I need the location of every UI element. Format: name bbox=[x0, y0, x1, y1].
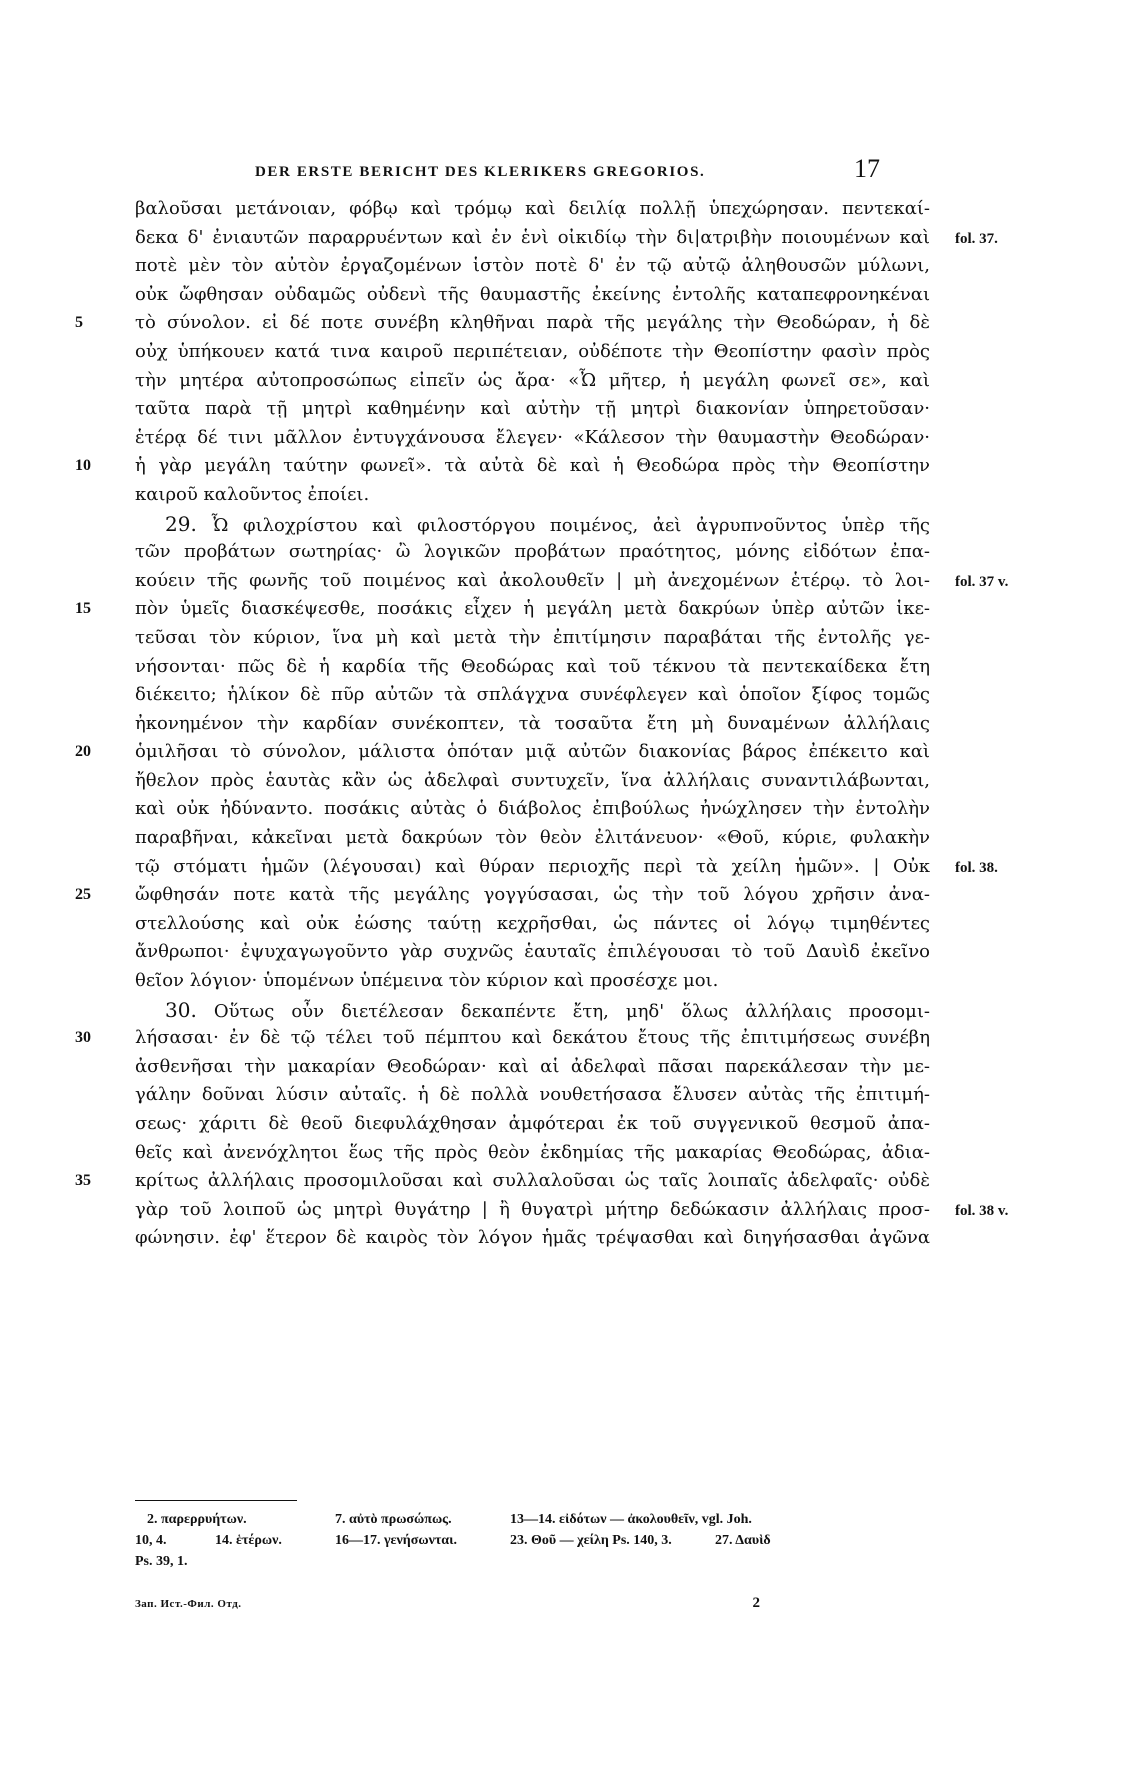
text-line bbox=[75, 910, 975, 939]
text-line bbox=[75, 1224, 975, 1253]
text-line bbox=[75, 681, 975, 710]
apparatus-note: 14. ἑτέρων. bbox=[215, 1533, 282, 1548]
apparatus-row bbox=[135, 1533, 895, 1554]
text-line bbox=[75, 710, 975, 739]
signature-number: 2 bbox=[752, 1595, 760, 1611]
line-text: ἀσθενῆσαι τὴν μακαρίαν Θεοδώραν· καὶ αἱ ἀδελφαὶ πᾶσαι παρεκάλεσαν τὴν με- bbox=[135, 1055, 930, 1077]
apparatus-note: 7. αὐτὸ πρωσώπως. bbox=[335, 1512, 452, 1527]
text-line bbox=[75, 538, 975, 567]
text-line bbox=[75, 1081, 975, 1110]
line-text: τῶν προβάτων σωτηρίας· ὢ λογικῶν προβάτων πραότητος, μόνης εἰδότων ἐπα- bbox=[135, 541, 930, 563]
line-text: παραβῆναι, κἀκεῖναι μετὰ δακρύων τὸν θεὸν ἐλιτάνευον· «Θοῦ, κύριε, φυλακὴν bbox=[135, 827, 930, 849]
line-text: ἠκονημένον τὴν καρδίαν συνέκοπτεν, τὰ τοσαῦτα ἔτη μὴ δυναμένων ἀλλήλαις bbox=[135, 712, 930, 734]
text-line bbox=[75, 481, 975, 510]
footnote-rule bbox=[135, 1500, 297, 1501]
apparatus-note: Ps. 39, 1. bbox=[135, 1554, 188, 1569]
text-line bbox=[75, 967, 975, 996]
folio-marker: fol. 38 v. bbox=[955, 1202, 1009, 1219]
line-text: τὸ σύνολον. εἰ δέ ποτε συνέβη κληθῆναι παρὰ τῆς μεγάλης τὴν Θεοδώραν, ἡ δὲ bbox=[135, 312, 930, 334]
line-text: θεῖς καὶ ἀνενόχλητοι ἕως τῆς πρὸς θεὸν ἐκδημίας τῆς μακαρίας Θεοδώρας, ἀδια- bbox=[135, 1141, 930, 1163]
page-number: 17 bbox=[854, 154, 880, 183]
apparatus-row bbox=[135, 1554, 895, 1575]
line-text: ταῦτα παρὰ τῇ μητρὶ καθημένην καὶ αὐτὴν τῇ μητρὶ διακονίαν ὑπηρετοῦσαν· bbox=[135, 398, 930, 420]
line-text: ὤφθησάν ποτε κατὰ τῆς μεγάλης γογγύσασαι, ὡς τὴν τοῦ λόγου χρῆσιν ἀνα- bbox=[135, 884, 930, 906]
text-line bbox=[75, 309, 975, 338]
text-line bbox=[75, 510, 975, 539]
line-text: ἑτέρᾳ δέ τινι μᾶλλον ἐντυγχάνουσα ἔλεγεν· «Κάλεσον τὴν θαυμαστὴν Θεοδώραν· bbox=[135, 426, 930, 448]
line-text: οὐκ ὤφθησαν οὐδαμῶς οὐδενὶ τῆς θαυμαστῆς ἐκείνης ἐντολῆς καταπεφρονηκέναι bbox=[135, 283, 930, 305]
text-line bbox=[75, 824, 975, 853]
line-text: ἡ γὰρ μεγάλη ταύτην φωνεῖ». τὰ αὐτὰ δὲ καὶ ἡ Θεοδώρα πρὸς τὴν Θεοπίστην bbox=[135, 455, 930, 477]
text-line bbox=[75, 738, 975, 767]
line-text: τὴν μητέρα αὐτοπροσώπως εἰπεῖν ὡς ἄρα· «Ὦ μῆτερ, ἡ μεγάλη φωνεῖ σε», καὶ bbox=[135, 369, 930, 391]
line-text: βαλοῦσαι μετάνοιαν, φόβῳ καὶ τρόμῳ καὶ δειλίᾳ πολλῇ ὑπεχώρησαν. πεντεκαί- bbox=[135, 198, 930, 219]
text-line bbox=[75, 367, 975, 396]
line-text: στελλούσης καὶ οὐκ ἐώσης ταύτῃ κεχρῆσθαι, ὡς πάντες οἱ λόγῳ τιμηθέντες bbox=[135, 912, 930, 934]
text-line bbox=[75, 281, 975, 310]
folio-marker: fol. 38. bbox=[955, 859, 998, 876]
text-line bbox=[75, 767, 975, 796]
line-text: δεκα δ' ἐνιαυτῶν παραρρυέντων καὶ ἐν ἑνὶ οἰκιδίῳ τὴν δι|ατριβὴν ποιουμένων καὶ bbox=[135, 226, 930, 248]
apparatus-note: 27. Δαυὶδ bbox=[715, 1533, 771, 1548]
text-line bbox=[75, 624, 975, 653]
text-line bbox=[75, 1024, 975, 1053]
apparatus-note: 2. παρερρυήτων. bbox=[147, 1512, 247, 1527]
critical-apparatus bbox=[135, 1512, 895, 1575]
line-number: 35 bbox=[75, 1172, 91, 1190]
folio-marker: fol. 37 v. bbox=[955, 573, 1009, 590]
text-line bbox=[75, 653, 975, 682]
line-number: 5 bbox=[75, 314, 83, 332]
line-text: κούειν τῆς φωνῆς τοῦ ποιμένος καὶ ἀκολουθεῖν | μὴ ἀνεχομένων ἑτέρῳ. τὸ λοι- bbox=[135, 569, 930, 591]
apparatus-note: 10, 4. bbox=[135, 1533, 167, 1548]
section-number: 29. bbox=[165, 511, 197, 536]
text-line bbox=[75, 881, 975, 910]
line-text: οὐχ ὑπήκουεν κατά τινα καιροῦ περιπέτειαν, οὐδέποτε τὴν Θεοπίστην φασὶν πρὸς bbox=[135, 340, 930, 362]
line-content: Ὦ φιλοχρίστου καὶ φιλοστόργου ποιμένος, ἀεὶ ἀγρυπνοῦντος ὑπὲρ τῆς bbox=[211, 514, 930, 536]
line-number: 10 bbox=[75, 457, 91, 475]
apparatus-note: 23. Θοῦ — χείλη Ps. 140, 3. bbox=[510, 1533, 672, 1548]
line-number: 20 bbox=[75, 743, 91, 761]
text-line bbox=[75, 996, 975, 1025]
page-footer bbox=[135, 1595, 760, 1622]
line-text: διέκειτο; ἡλίκον δὲ πῦρ αὐτῶν τὰ σπλάγχνα συνέφλεγεν καὶ ὁποῖον ξίφος τομῶς bbox=[135, 684, 930, 706]
line-number: 25 bbox=[75, 886, 91, 904]
text-line bbox=[75, 1139, 975, 1168]
line-text: θεῖον λόγιον· ὑπομένων ὑπέμεινα τὸν κύριον καὶ προσέσχε μοι. bbox=[135, 970, 719, 992]
text-line bbox=[75, 338, 975, 367]
line-text: πὸν ὑμεῖς διασκέψεσθε, ποσάκις εἶχεν ἡ μεγάλη μετὰ δακρύων ὑπὲρ αὐτῶν ἱκε- bbox=[135, 598, 930, 620]
line-text: ἤθελον πρὸς ἑαυτὰς κἂν ὡς ἀδελφαὶ συντυχεῖν, ἵνα ἀλλήλαις συναντιλάβωνται, bbox=[135, 769, 930, 791]
line-number: 30 bbox=[75, 1029, 91, 1047]
line-text bbox=[165, 996, 930, 1026]
folio-marker: fol. 37. bbox=[955, 230, 998, 247]
line-text: γὰρ τοῦ λοιποῦ ὡς μητρὶ θυγάτηρ | ἢ θυγατρὶ μήτηρ δεδώκασιν ἀλλήλαις προσ- bbox=[135, 1198, 930, 1220]
apparatus-note: 13—14. εἰδότων — ἀκολουθεῖν, vgl. Joh. bbox=[510, 1512, 752, 1527]
text-line bbox=[75, 1110, 975, 1139]
text-line bbox=[75, 795, 975, 824]
running-title: DER ERSTE BERICHT DES KLERIKERS GREGORIOS. bbox=[255, 164, 706, 180]
line-text: τεῦσαι τὸν κύριον, ἵνα μὴ καὶ μετὰ τὴν ἐπιτίμησιν παραβάται τῆς ἐντολῆς γε- bbox=[135, 626, 930, 648]
running-header bbox=[255, 152, 880, 192]
text-line bbox=[75, 853, 998, 882]
line-text: καὶ οὐκ ἠδύναντο. ποσάκις αὐτὰς ὁ διάβολος ἐπιβούλως ἠνώχλησεν τὴν ἐντολὴν bbox=[135, 798, 930, 820]
line-text: τῷ στόματι ἡμῶν (λέγουσαι) καὶ θύραν περιοχῆς περὶ τὰ χείλη ἡμῶν». | Οὐκ bbox=[135, 855, 930, 877]
line-text: νήσονται· πῶς δὲ ἡ καρδία τῆς Θεοδώρας καὶ τοῦ τέκνου τὰ πεντεκαίδεκα ἔτη bbox=[135, 655, 930, 677]
text-line bbox=[75, 195, 975, 224]
line-text: σεως· χάριτι δὲ θεοῦ διεφυλάχθησαν ἀμφότεραι ἐκ τοῦ συγγενικοῦ θεσμοῦ ἀπα- bbox=[135, 1113, 930, 1134]
section-number: 30. bbox=[165, 997, 197, 1022]
apparatus-row bbox=[135, 1512, 895, 1533]
main-text bbox=[75, 195, 1009, 1253]
line-text: ἄνθρωποι· ἐψυχαγωγοῦντο γὰρ συχνῶς ἑαυταῖς ἐπιλέγουσαι τὸ τοῦ Δαυὶδ ἐκεῖνο bbox=[135, 941, 930, 963]
line-text: λήσασαι· ἐν δὲ τῷ τέλει τοῦ πέμπτου καὶ δεκάτου ἔτους τῆς ἐπιτιμήσεως συνέβη bbox=[135, 1027, 930, 1049]
text-line bbox=[75, 1053, 975, 1082]
line-text: γάλην δοῦναι λύσιν αὐταῖς. ἡ δὲ πολλὰ νουθετήσασα ἔλυσεν αὐτὰς τῆς ἐπιτιμή- bbox=[135, 1084, 930, 1106]
text-line bbox=[75, 938, 975, 967]
text-line bbox=[75, 595, 975, 624]
text-line bbox=[75, 1196, 1009, 1225]
text-line bbox=[75, 252, 975, 281]
signature-mark: Зап. Ист.-Фил. Отд. bbox=[135, 1598, 242, 1610]
text-line bbox=[75, 452, 975, 481]
text-line bbox=[75, 567, 1009, 596]
text-line bbox=[75, 424, 975, 453]
line-text: καιροῦ καλοῦντος ἐποίει. bbox=[135, 483, 370, 505]
line-text: ποτὲ μὲν τὸν αὐτὸν ἐργαζομένων ἱστὸν ποτὲ δ' ἐν τῷ αὐτῷ ἀληθουσῶν μύλωνι, bbox=[135, 255, 930, 277]
text-line bbox=[75, 395, 975, 424]
line-text: φώνησιν. ἐφ' ἕτερον δὲ καιρὸς τὸν λόγον ἡμᾶς τρέψασθαι καὶ διηγήσασθαι ἀγῶνα bbox=[135, 1227, 930, 1249]
line-text bbox=[165, 510, 930, 540]
apparatus-note: 16—17. γενήσωνται. bbox=[335, 1533, 457, 1548]
line-number: 15 bbox=[75, 600, 91, 618]
line-content: Οὕτως οὖν διετέλεσαν δεκαπέντε ἔτη, μηδ' ὅλως ἀλλήλαις προσομι- bbox=[213, 1000, 930, 1022]
line-text: ὁμιλῆσαι τὸ σύνολον, μάλιστα ὁπόταν μιᾷ αὐτῶν διακονίας βάρος ἐπέκειτο καὶ bbox=[135, 741, 930, 763]
text-line bbox=[75, 1167, 975, 1196]
text-line bbox=[75, 224, 998, 253]
line-text: κρίτως ἀλλήλαις προσομιλοῦσαι καὶ συλλαλοῦσαι ὡς ταῖς λοιπαῖς ἀδελφαῖς· οὐδὲ bbox=[135, 1170, 930, 1192]
